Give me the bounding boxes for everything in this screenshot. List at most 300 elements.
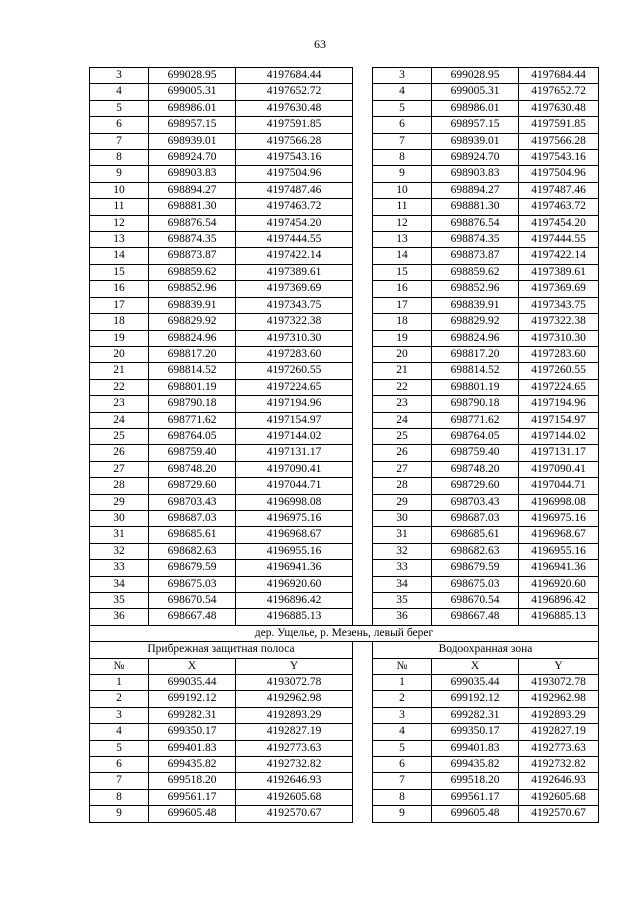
table-row (90, 396, 599, 412)
left-point-number: 8 (90, 150, 149, 166)
right-x-coordinate: 699605.48 (432, 806, 519, 822)
table-row (90, 84, 599, 100)
left-y-coordinate: 4197591.85 (236, 117, 353, 133)
left-point-number: 17 (90, 297, 149, 313)
right-x-coordinate: 698873.87 (432, 248, 519, 264)
right-point-number: 33 (373, 560, 432, 576)
column-gap (353, 658, 373, 674)
column-gap (353, 527, 373, 543)
column-gap (353, 248, 373, 264)
left-point-number: 32 (90, 543, 149, 559)
column-gap (353, 543, 373, 559)
right-x-coordinate: 698771.62 (432, 412, 519, 428)
left-y-coordinate: 4192646.93 (236, 773, 353, 789)
right-y-coordinate: 4197194.96 (519, 396, 599, 412)
left-x-coordinate: 698881.30 (149, 199, 236, 215)
column-gap (353, 330, 373, 346)
column-gap (353, 560, 373, 576)
table-row (90, 510, 599, 526)
left-x-coordinate: 698682.63 (149, 543, 236, 559)
left-y-coordinate: 4197154.97 (236, 412, 353, 428)
table-row (90, 264, 599, 280)
right-x-coordinate: 698957.15 (432, 117, 519, 133)
right-point-number: 31 (373, 527, 432, 543)
right-y-coordinate: 4196920.60 (519, 576, 599, 592)
column-gap (353, 757, 373, 773)
left-x-header: X (149, 658, 236, 674)
column-gap (353, 445, 373, 461)
left-point-number: 11 (90, 199, 149, 215)
table-row (90, 543, 599, 559)
left-x-coordinate: 699192.12 (149, 691, 236, 707)
right-point-number: 34 (373, 576, 432, 592)
right-x-coordinate: 698876.54 (432, 215, 519, 231)
left-x-coordinate: 698817.20 (149, 346, 236, 362)
left-point-number: 21 (90, 363, 149, 379)
right-x-coordinate: 698894.27 (432, 182, 519, 198)
column-gap (353, 396, 373, 412)
right-point-number: 22 (373, 379, 432, 395)
left-zone-header: Прибрежная защитная полоса (90, 642, 353, 658)
right-point-number: 30 (373, 510, 432, 526)
left-x-coordinate: 698703.43 (149, 494, 236, 510)
right-point-number: 15 (373, 264, 432, 280)
left-y-coordinate: 4197504.96 (236, 166, 353, 182)
right-point-number: 7 (373, 773, 432, 789)
left-x-coordinate: 698771.62 (149, 412, 236, 428)
section-title-row (90, 625, 599, 641)
right-y-coordinate: 4197389.61 (519, 264, 599, 280)
right-point-number: 25 (373, 428, 432, 444)
column-gap (353, 346, 373, 362)
right-point-number: 20 (373, 346, 432, 362)
left-y-coordinate: 4197322.38 (236, 314, 353, 330)
right-point-number: 1 (373, 675, 432, 691)
right-point-number: 11 (373, 199, 432, 215)
column-gap (353, 412, 373, 428)
right-y-coordinate: 4192646.93 (519, 773, 599, 789)
table-row (90, 428, 599, 444)
left-y-coordinate: 4192773.63 (236, 740, 353, 756)
column-gap (353, 494, 373, 510)
right-point-number: 27 (373, 461, 432, 477)
right-point-number: 6 (373, 117, 432, 133)
left-y-coordinate: 4196968.67 (236, 527, 353, 543)
right-x-coordinate: 698986.01 (432, 100, 519, 116)
right-y-coordinate: 4196998.08 (519, 494, 599, 510)
left-y-coordinate: 4196920.60 (236, 576, 353, 592)
left-y-coordinate: 4197566.28 (236, 133, 353, 149)
left-x-coordinate: 698675.03 (149, 576, 236, 592)
right-point-number: 35 (373, 593, 432, 609)
left-y-coordinate: 4197224.65 (236, 379, 353, 395)
left-x-coordinate: 699518.20 (149, 773, 236, 789)
right-point-number: 8 (373, 150, 432, 166)
right-y-coordinate: 4197454.20 (519, 215, 599, 231)
left-point-number: 4 (90, 724, 149, 740)
table-row (90, 675, 599, 691)
left-x-coordinate: 698687.03 (149, 510, 236, 526)
right-x-coordinate: 698817.20 (432, 346, 519, 362)
left-y-coordinate: 4196955.16 (236, 543, 353, 559)
table-row (90, 133, 599, 149)
right-point-number: 19 (373, 330, 432, 346)
right-x-coordinate: 699518.20 (432, 773, 519, 789)
left-x-coordinate: 698685.61 (149, 527, 236, 543)
right-point-number: 32 (373, 543, 432, 559)
left-x-coordinate: 698759.40 (149, 445, 236, 461)
right-y-coordinate: 4197343.75 (519, 297, 599, 313)
left-x-coordinate: 699605.48 (149, 806, 236, 822)
column-gap (353, 609, 373, 625)
left-y-coordinate: 4197389.61 (236, 264, 353, 280)
right-x-coordinate: 698824.96 (432, 330, 519, 346)
right-x-coordinate: 698790.18 (432, 396, 519, 412)
right-point-number: 17 (373, 297, 432, 313)
right-point-number: 12 (373, 215, 432, 231)
right-x-coordinate: 699192.12 (432, 691, 519, 707)
table-row (90, 707, 599, 723)
right-x-coordinate: 698682.63 (432, 543, 519, 559)
left-x-coordinate: 698986.01 (149, 100, 236, 116)
left-point-number: 34 (90, 576, 149, 592)
right-x-coordinate: 699282.31 (432, 707, 519, 723)
right-x-coordinate: 699561.17 (432, 789, 519, 805)
right-zone-header: Водоохранная зона (373, 642, 599, 658)
right-y-header: Y (519, 658, 599, 674)
table-row (90, 150, 599, 166)
table-row (90, 182, 599, 198)
right-y-coordinate: 4196968.67 (519, 527, 599, 543)
left-point-number: 6 (90, 117, 149, 133)
left-x-coordinate: 698924.70 (149, 150, 236, 166)
left-y-coordinate: 4197543.16 (236, 150, 353, 166)
right-x-coordinate: 698748.20 (432, 461, 519, 477)
left-y-coordinate: 4197487.46 (236, 182, 353, 198)
right-x-coordinate: 698903.83 (432, 166, 519, 182)
left-x-coordinate: 699005.31 (149, 84, 236, 100)
right-y-coordinate: 4197260.55 (519, 363, 599, 379)
table-row (90, 494, 599, 510)
right-x-coordinate: 698839.91 (432, 297, 519, 313)
table-row (90, 166, 599, 182)
column-gap (353, 264, 373, 280)
right-x-coordinate: 698667.48 (432, 609, 519, 625)
left-point-number: 22 (90, 379, 149, 395)
left-point-number: 9 (90, 806, 149, 822)
right-y-coordinate: 4197144.02 (519, 428, 599, 444)
right-y-coordinate: 4192893.29 (519, 707, 599, 723)
right-y-coordinate: 4197322.38 (519, 314, 599, 330)
right-y-coordinate: 4192570.67 (519, 806, 599, 822)
right-y-coordinate: 4197310.30 (519, 330, 599, 346)
table-row (90, 560, 599, 576)
right-point-number: 18 (373, 314, 432, 330)
right-y-coordinate: 4192962.98 (519, 691, 599, 707)
left-point-number: 7 (90, 133, 149, 149)
right-y-coordinate: 4196975.16 (519, 510, 599, 526)
left-x-coordinate: 698670.54 (149, 593, 236, 609)
right-y-coordinate: 4192732.82 (519, 757, 599, 773)
right-y-coordinate: 4197131.17 (519, 445, 599, 461)
right-point-number: 21 (373, 363, 432, 379)
left-point-number: 5 (90, 740, 149, 756)
page-number: 63 (314, 37, 326, 51)
left-x-coordinate: 698801.19 (149, 379, 236, 395)
right-x-coordinate: 698801.19 (432, 379, 519, 395)
column-gap (353, 100, 373, 116)
right-y-coordinate: 4197591.85 (519, 117, 599, 133)
right-x-coordinate: 698829.92 (432, 314, 519, 330)
table-row (90, 724, 599, 740)
right-y-coordinate: 4196896.42 (519, 593, 599, 609)
column-header-row (90, 658, 599, 674)
left-y-coordinate: 4197194.96 (236, 396, 353, 412)
right-y-coordinate: 4196955.16 (519, 543, 599, 559)
column-gap (353, 691, 373, 707)
left-point-number: 12 (90, 215, 149, 231)
column-gap (353, 297, 373, 313)
left-x-coordinate: 698852.96 (149, 281, 236, 297)
column-gap (353, 199, 373, 215)
left-x-coordinate: 698814.52 (149, 363, 236, 379)
left-y-coordinate: 4197422.14 (236, 248, 353, 264)
right-x-coordinate: 698729.60 (432, 478, 519, 494)
right-x-coordinate: 698679.59 (432, 560, 519, 576)
column-gap (353, 707, 373, 723)
left-x-coordinate: 698876.54 (149, 215, 236, 231)
table-row (90, 117, 599, 133)
column-gap (353, 84, 373, 100)
left-point-number: 3 (90, 68, 149, 84)
right-y-coordinate: 4197224.65 (519, 379, 599, 395)
table-row (90, 199, 599, 215)
right-y-coordinate: 4197630.48 (519, 100, 599, 116)
table-row (90, 68, 599, 84)
column-gap (353, 773, 373, 789)
right-point-number: 26 (373, 445, 432, 461)
right-y-coordinate: 4192827.19 (519, 724, 599, 740)
column-gap (353, 478, 373, 494)
right-x-coordinate: 699005.31 (432, 84, 519, 100)
left-x-coordinate: 698894.27 (149, 182, 236, 198)
table-row (90, 478, 599, 494)
left-y-coordinate: 4196941.36 (236, 560, 353, 576)
column-gap (353, 510, 373, 526)
table-row (90, 314, 599, 330)
right-x-coordinate: 699435.82 (432, 757, 519, 773)
column-gap (353, 150, 373, 166)
coordinates-table (89, 67, 599, 823)
right-x-coordinate: 698670.54 (432, 593, 519, 609)
left-y-coordinate: 4196896.42 (236, 593, 353, 609)
left-point-number: 33 (90, 560, 149, 576)
table-row (90, 248, 599, 264)
left-point-number: 20 (90, 346, 149, 362)
left-y-coordinate: 4197310.30 (236, 330, 353, 346)
left-x-coordinate: 698873.87 (149, 248, 236, 264)
right-x-coordinate: 698874.35 (432, 232, 519, 248)
table-row (90, 445, 599, 461)
left-y-header: Y (236, 658, 353, 674)
left-point-number: 27 (90, 461, 149, 477)
left-x-coordinate: 699028.95 (149, 68, 236, 84)
left-x-coordinate: 699561.17 (149, 789, 236, 805)
left-x-coordinate: 698874.35 (149, 232, 236, 248)
table-row (90, 527, 599, 543)
right-point-number: 4 (373, 724, 432, 740)
left-y-coordinate: 4197444.55 (236, 232, 353, 248)
right-number-header: № (373, 658, 432, 674)
left-y-coordinate: 4196975.16 (236, 510, 353, 526)
right-point-number: 9 (373, 806, 432, 822)
column-gap (353, 724, 373, 740)
table-row (90, 461, 599, 477)
left-point-number: 29 (90, 494, 149, 510)
left-y-coordinate: 4197630.48 (236, 100, 353, 116)
right-point-number: 36 (373, 609, 432, 625)
right-point-number: 2 (373, 691, 432, 707)
right-y-coordinate: 4197463.72 (519, 199, 599, 215)
right-x-coordinate: 699035.44 (432, 675, 519, 691)
right-y-coordinate: 4197154.97 (519, 412, 599, 428)
column-gap (353, 789, 373, 805)
right-y-coordinate: 4197090.41 (519, 461, 599, 477)
left-x-coordinate: 698748.20 (149, 461, 236, 477)
left-x-coordinate: 699401.83 (149, 740, 236, 756)
right-point-number: 10 (373, 182, 432, 198)
right-y-coordinate: 4197543.16 (519, 150, 599, 166)
right-x-coordinate: 698939.01 (432, 133, 519, 149)
table-row (90, 232, 599, 248)
left-point-number: 25 (90, 428, 149, 444)
left-point-number: 18 (90, 314, 149, 330)
right-y-coordinate: 4196885.13 (519, 609, 599, 625)
right-point-number: 13 (373, 232, 432, 248)
right-y-coordinate: 4197444.55 (519, 232, 599, 248)
right-y-coordinate: 4197369.69 (519, 281, 599, 297)
right-y-coordinate: 4192605.68 (519, 789, 599, 805)
right-x-coordinate: 698703.43 (432, 494, 519, 510)
left-point-number: 1 (90, 675, 149, 691)
right-point-number: 5 (373, 740, 432, 756)
section-title: дер. Ущелье, р. Мезень, левый берег (90, 625, 599, 641)
left-point-number: 8 (90, 789, 149, 805)
right-x-coordinate: 698924.70 (432, 150, 519, 166)
right-x-coordinate: 698814.52 (432, 363, 519, 379)
left-y-coordinate: 4196998.08 (236, 494, 353, 510)
column-gap (353, 68, 373, 84)
right-point-number: 3 (373, 707, 432, 723)
left-y-coordinate: 4197131.17 (236, 445, 353, 461)
left-point-number: 26 (90, 445, 149, 461)
left-point-number: 9 (90, 166, 149, 182)
right-point-number: 7 (373, 133, 432, 149)
right-y-coordinate: 4197684.44 (519, 68, 599, 84)
right-x-coordinate: 698881.30 (432, 199, 519, 215)
table-row (90, 691, 599, 707)
right-y-coordinate: 4196941.36 (519, 560, 599, 576)
left-y-coordinate: 4197260.55 (236, 363, 353, 379)
column-gap (353, 281, 373, 297)
left-y-coordinate: 4197283.60 (236, 346, 353, 362)
right-y-coordinate: 4197652.72 (519, 84, 599, 100)
table-row (90, 363, 599, 379)
left-x-coordinate: 699435.82 (149, 757, 236, 773)
left-x-coordinate: 698957.15 (149, 117, 236, 133)
left-x-coordinate: 698729.60 (149, 478, 236, 494)
column-gap (353, 461, 373, 477)
left-point-number: 31 (90, 527, 149, 543)
left-y-coordinate: 4197090.41 (236, 461, 353, 477)
left-y-coordinate: 4192893.29 (236, 707, 353, 723)
right-y-coordinate: 4197487.46 (519, 182, 599, 198)
left-y-coordinate: 4197044.71 (236, 478, 353, 494)
left-y-coordinate: 4197454.20 (236, 215, 353, 231)
left-number-header: № (90, 658, 149, 674)
table-row (90, 740, 599, 756)
left-y-coordinate: 4192732.82 (236, 757, 353, 773)
right-x-coordinate: 698685.61 (432, 527, 519, 543)
left-point-number: 28 (90, 478, 149, 494)
right-y-coordinate: 4192773.63 (519, 740, 599, 756)
right-point-number: 6 (373, 757, 432, 773)
right-y-coordinate: 4193072.78 (519, 675, 599, 691)
left-x-coordinate: 698790.18 (149, 396, 236, 412)
column-gap (353, 363, 373, 379)
column-gap (353, 314, 373, 330)
left-point-number: 35 (90, 593, 149, 609)
left-point-number: 3 (90, 707, 149, 723)
right-point-number: 16 (373, 281, 432, 297)
left-point-number: 15 (90, 264, 149, 280)
right-point-number: 28 (373, 478, 432, 494)
left-x-coordinate: 699350.17 (149, 724, 236, 740)
table-row (90, 757, 599, 773)
left-x-coordinate: 699282.31 (149, 707, 236, 723)
table-row (90, 100, 599, 116)
right-point-number: 3 (373, 68, 432, 84)
right-x-coordinate: 698852.96 (432, 281, 519, 297)
right-x-coordinate: 698764.05 (432, 428, 519, 444)
column-gap (353, 133, 373, 149)
right-y-coordinate: 4197504.96 (519, 166, 599, 182)
left-y-coordinate: 4197652.72 (236, 84, 353, 100)
left-point-number: 30 (90, 510, 149, 526)
left-point-number: 36 (90, 609, 149, 625)
right-x-coordinate: 699028.95 (432, 68, 519, 84)
table-row (90, 576, 599, 592)
right-x-coordinate: 698859.62 (432, 264, 519, 280)
column-gap (353, 166, 373, 182)
right-point-number: 8 (373, 789, 432, 805)
left-x-coordinate: 698829.92 (149, 314, 236, 330)
left-y-coordinate: 4197684.44 (236, 68, 353, 84)
left-x-coordinate: 698824.96 (149, 330, 236, 346)
table-row (90, 297, 599, 313)
column-gap (353, 428, 373, 444)
column-gap (353, 576, 373, 592)
left-point-number: 16 (90, 281, 149, 297)
table-row (90, 346, 599, 362)
left-y-coordinate: 4197343.75 (236, 297, 353, 313)
left-y-coordinate: 4197144.02 (236, 428, 353, 444)
right-point-number: 9 (373, 166, 432, 182)
right-point-number: 4 (373, 84, 432, 100)
left-x-coordinate: 699035.44 (149, 675, 236, 691)
left-y-coordinate: 4196885.13 (236, 609, 353, 625)
left-point-number: 13 (90, 232, 149, 248)
